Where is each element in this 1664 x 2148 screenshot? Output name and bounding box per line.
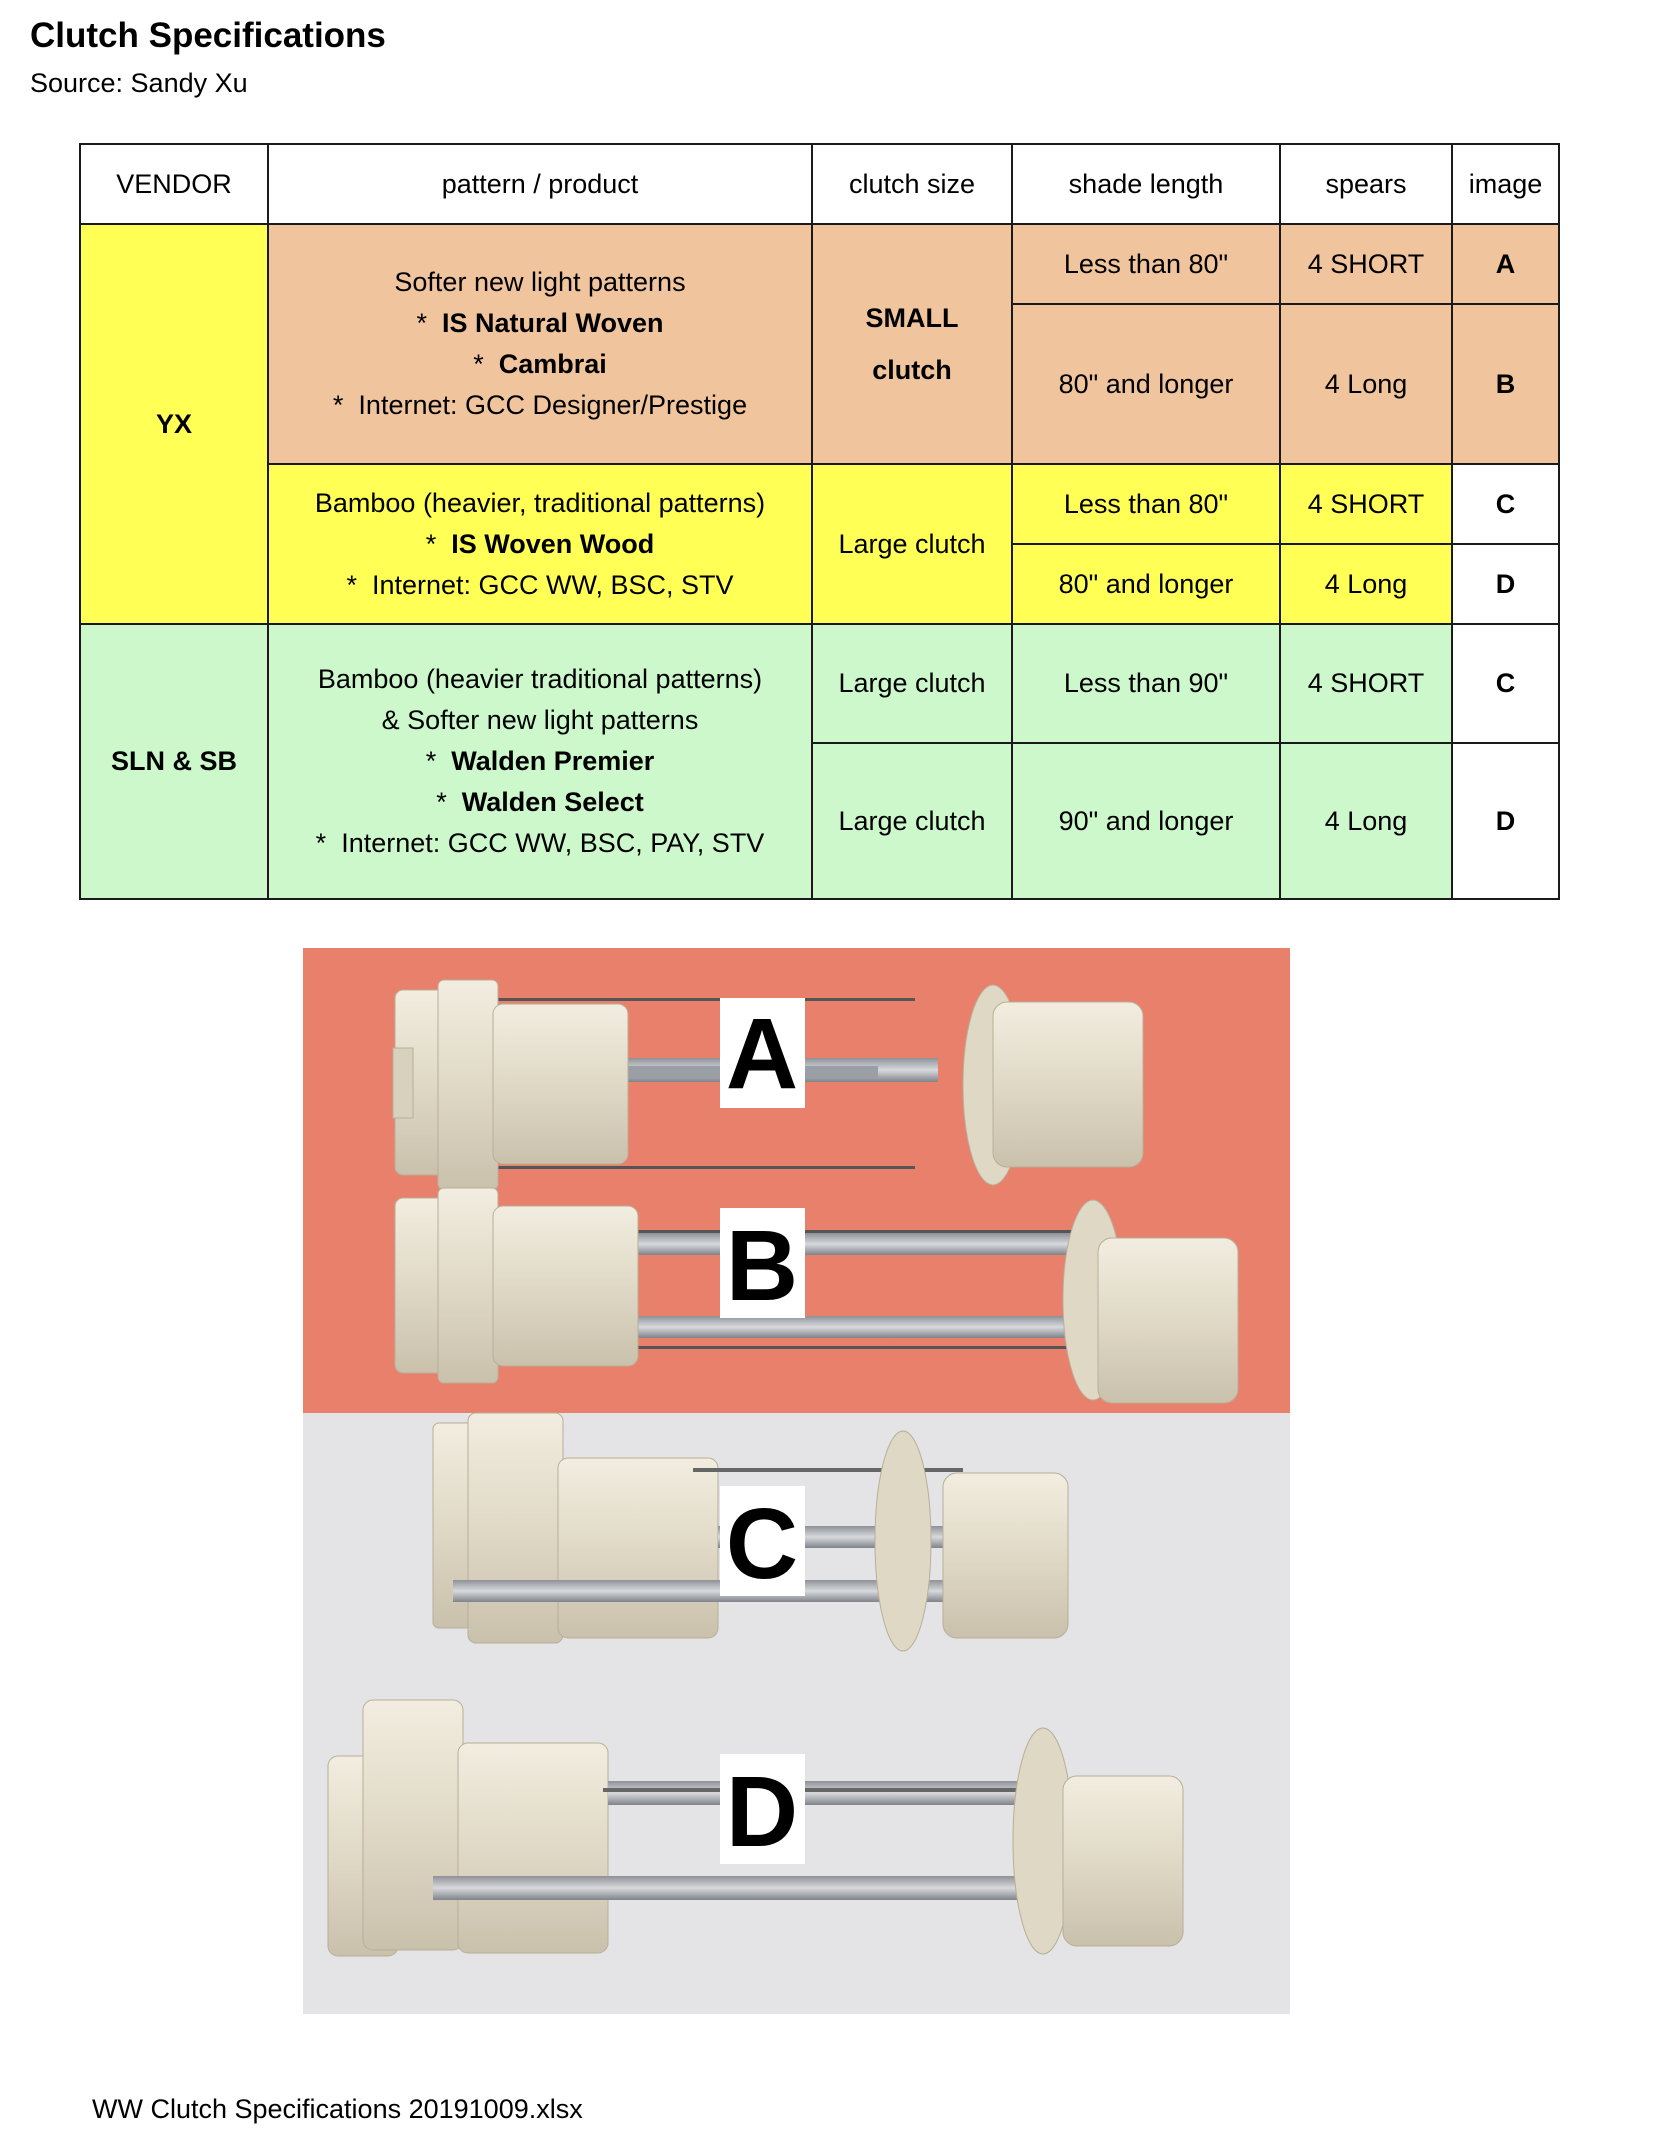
pattern-line: IS Natural Woven: [441, 308, 664, 338]
spears-cell: 4 SHORT: [1280, 624, 1452, 743]
image-ref-cell: D: [1452, 743, 1559, 899]
header-pattern: pattern / product: [268, 144, 812, 224]
header-row: [80, 144, 1559, 224]
label-d-text: D: [725, 1756, 799, 1868]
table-row: [80, 624, 1559, 743]
clutch-size-line: SMALL: [865, 303, 959, 333]
pattern-line: Bamboo (heavier traditional patterns): [317, 664, 763, 694]
bullet: *: [473, 349, 484, 379]
table-row: [80, 224, 1559, 304]
photo-label-b: [720, 1208, 805, 1322]
clutch-size-cell: Large clutch: [812, 624, 1012, 743]
image-ref-cell: B: [1452, 304, 1559, 464]
pattern-line: IS Woven Wood: [451, 528, 655, 559]
pattern-line: Walden Premier: [451, 746, 655, 776]
spears-cell: 4 SHORT: [1280, 224, 1452, 304]
pattern-line: Cambrai: [498, 349, 607, 379]
clutch-size-line: clutch: [872, 355, 952, 385]
source-line: Source: Sandy Xu: [30, 68, 248, 98]
pattern-line: Internet: GCC WW, BSC, STV: [371, 569, 734, 600]
pattern-line: Walden Select: [461, 787, 644, 817]
vendor-cell-sln-sb: SLN & SB: [80, 624, 268, 899]
image-ref-cell: A: [1452, 224, 1559, 304]
header-shade-length: shade length: [1012, 144, 1280, 224]
photo-label-c: [720, 1486, 805, 1600]
pattern-cell: [268, 464, 812, 624]
header-clutch-size: clutch size: [812, 144, 1012, 224]
spears-cell: 4 Long: [1280, 544, 1452, 624]
pattern-line: Internet: GCC Designer/Prestige: [358, 390, 748, 420]
label-b-text: B: [725, 1210, 799, 1322]
label-c-text: C: [725, 1488, 799, 1600]
shade-length-cell: Less than 90": [1012, 624, 1280, 743]
bullet: *: [436, 787, 447, 817]
shade-length-cell: 90" and longer: [1012, 743, 1280, 899]
header-vendor: VENDOR: [80, 144, 268, 224]
vendor-cell-yx: YX: [80, 224, 268, 624]
header-spears: spears: [1280, 144, 1452, 224]
spears-cell: 4 Long: [1280, 743, 1452, 899]
shade-length-cell: Less than 80": [1012, 464, 1280, 544]
pattern-line: Softer new light patterns: [394, 267, 686, 297]
header-image: image: [1452, 144, 1559, 224]
clutch-size-cell: Large clutch: [812, 464, 1012, 624]
image-ref-cell: C: [1452, 464, 1559, 544]
pattern-line: Internet: GCC WW, BSC, PAY, STV: [341, 828, 765, 858]
photo-label-d: [720, 1754, 805, 1868]
bullet: *: [332, 390, 344, 420]
bullet: *: [425, 746, 437, 776]
clutch-spec-table: [79, 143, 1560, 900]
image-ref-cell: D: [1452, 544, 1559, 624]
spears-cell: 4 SHORT: [1280, 464, 1452, 544]
spears-cell: 4 Long: [1280, 304, 1452, 464]
clutch-photo: [303, 948, 1290, 2014]
label-a-text: A: [725, 998, 799, 1110]
shade-length-cell: Less than 80": [1012, 224, 1280, 304]
pattern-line: & Softer new light patterns: [381, 705, 699, 735]
clutch-size-cell: Large clutch: [812, 743, 1012, 899]
bullet: *: [346, 569, 357, 600]
clutch-size-cell: [812, 224, 1012, 464]
bullet: *: [315, 828, 327, 858]
photo-label-a: [720, 998, 805, 1110]
shade-length-cell: 80" and longer: [1012, 304, 1280, 464]
shade-length-cell: 80" and longer: [1012, 544, 1280, 624]
page-title: Clutch Specifications: [30, 16, 386, 55]
image-ref-cell: C: [1452, 624, 1559, 743]
pattern-cell: [268, 624, 812, 899]
table-row: [80, 464, 1559, 544]
footer-filename: WW Clutch Specifications 20191009.xlsx: [92, 2094, 583, 2124]
bullet: *: [425, 528, 437, 559]
pattern-line: Bamboo (heavier, traditional patterns): [314, 487, 766, 518]
bullet: *: [416, 308, 427, 338]
pattern-cell: [268, 224, 812, 464]
